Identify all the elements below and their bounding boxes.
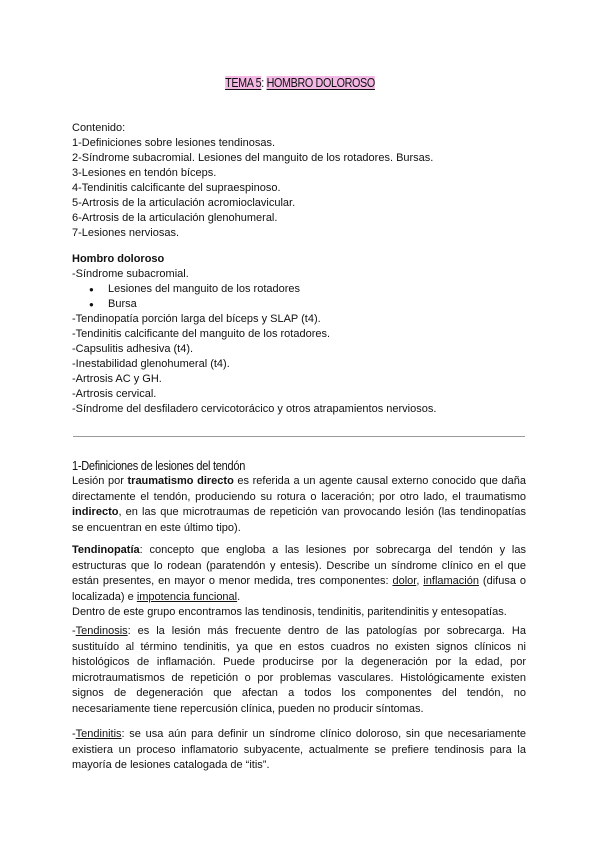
- hombro-doloroso-section: [72, 252, 526, 417]
- contents-item: 7-Lesiones nerviosas.: [72, 227, 180, 239]
- hombro-item: -Artrosis AC y GH.: [72, 373, 162, 385]
- contents-heading: Contenido:: [72, 122, 126, 134]
- contents-item: 1-Definiciones sobre lesiones tendinosas.: [72, 137, 276, 149]
- horizontal-divider: [73, 436, 525, 437]
- hombro-item: -Tendinopatía porción larga del bíceps y SLAP (t4).: [72, 313, 321, 325]
- bullet-item: ● Bursa: [72, 297, 526, 312]
- hombro-item: -Síndrome subacromial.: [72, 268, 189, 280]
- contents-item: 2-Síndrome subacromial. Lesiones del manguito de los rotadores. Bursas.: [72, 152, 434, 164]
- paragraph-tendinosis: -Tendinosis: es la lesión más frecuente dentro de las patologías por sobrecarga. Ha sustituído al término tendinitis, ya que en estos cuadros no existen signos clínicos ni histológicos de inflamación. Puede producirse por la degeneración por la edad, por microtraumatismos de repetición o por problemas vasculares. Histológicamente existen signos de degeneración que afectan a todos los componentes del tendón, no necesariamente tiene repercusión clínica, pueden no producir síntomas.: [72, 625, 526, 715]
- paragraph-tendinopatia: Tendinopatía: concepto que engloba a las lesiones por sobrecarga del tendón y las estructuras que lo rodean (paratendón y entesis). Describe un síndrome clínico en el que están presentes, en mayor o menor medida, tres componentes: dolor, inflamación (difusa o localizada) e impotencia funcional. Dentro de este grupo encontramos las tendinosis, tendinitis, paritendinitis y entesopatías.: [72, 544, 526, 618]
- hombro-item: -Artrosis cervical.: [72, 388, 157, 400]
- contents-item: 4-Tendinitis calcificante del supraespinoso.: [72, 182, 281, 194]
- title-separator: :: [261, 76, 267, 90]
- contents-list: [72, 121, 526, 241]
- hombro-item: -Síndrome del desfiladero cervicotorácico y otros atrapamientos nerviosos.: [72, 403, 437, 415]
- paragraph-tendinitis: -Tendinitis: se usa aún para definir un síndrome clínico doloroso, sin que necesariamente existiera un proceso inflamatorio subyacente, actualmente se prefiere tendinosis para la mayoría de lesiones catalogada de “itis”.: [72, 728, 526, 771]
- hombro-bullets: [72, 282, 526, 312]
- title-prefix: TEMA 5: [225, 76, 262, 90]
- hombro-heading: Hombro doloroso: [72, 253, 165, 265]
- page-title: [42, 76, 558, 90]
- title-main: HOMBRO DOLOROSO: [266, 76, 375, 90]
- hombro-item: -Inestabilidad glenohumeral (t4).: [72, 358, 230, 370]
- contents-item: 5-Artrosis de la articulación acromioclavicular.: [72, 197, 296, 209]
- hombro-item: -Capsulitis adhesiva (t4).: [72, 343, 194, 355]
- section-heading: 1-Definiciones de lesiones del tendón: [72, 459, 246, 473]
- contents-item: 3-Lesiones en tendón bíceps.: [72, 167, 217, 179]
- bullet-item: ● Lesiones del manguito de los rotadores: [72, 282, 526, 297]
- contents-item: 6-Artrosis de la articulación glenohumeral.: [72, 212, 278, 224]
- paragraph-traumatismo: Lesión por traumatismo directo es referida a un agente causal externo conocido que daña directamente el tendón, produciendo su rotura o laceración; por otro lado, el traumatismo indirecto, en las que microtraumas de repetición van provocando lesión (las tendinopatías se encuentran en este último tipo).: [72, 475, 526, 534]
- hombro-item: -Tendinitis calcificante del manguito de los rotadores.: [72, 328, 331, 340]
